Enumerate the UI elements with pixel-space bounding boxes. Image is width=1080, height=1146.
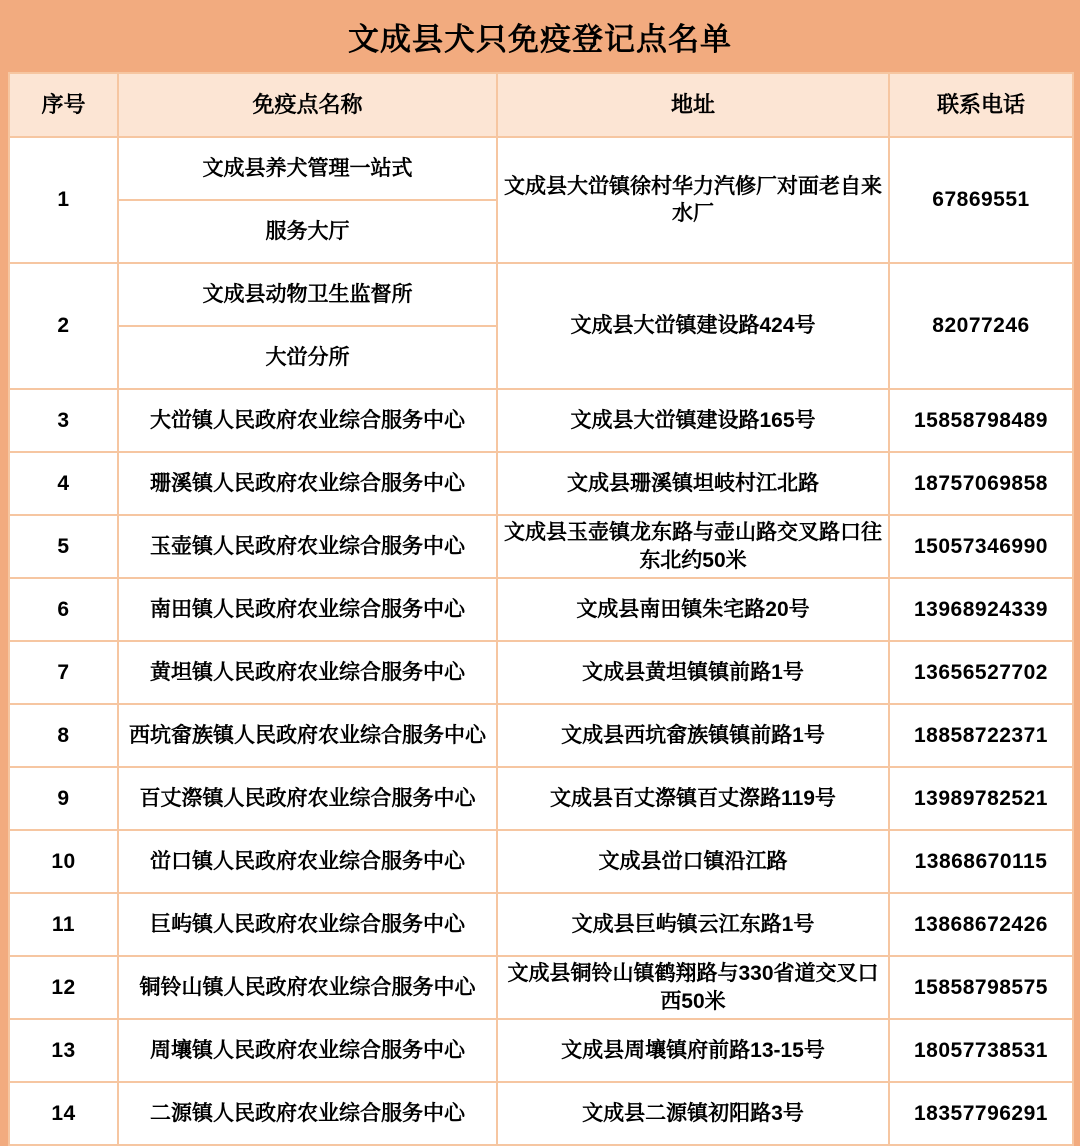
row-number-cell: 10 [9,830,118,893]
table-row [9,893,1073,956]
phone-cell: 67869551 [889,137,1073,263]
address-cell: 文成县玉壶镇龙东路与壶山路交叉路口往东北约50米 [497,515,889,578]
name-cell: 周壤镇人民政府农业综合服务中心 [118,1019,497,1082]
name-cell: 玉壶镇人民政府农业综合服务中心 [118,515,497,578]
phone-cell: 18357796291 [889,1082,1073,1145]
address-cell: 文成县大峃镇建设路165号 [497,389,889,452]
address-cell: 文成县西坑畲族镇镇前路1号 [497,704,889,767]
title-band [0,0,1080,72]
name-cell: 大峃镇人民政府农业综合服务中心 [118,389,497,452]
header-no: 序号 [9,73,118,137]
header-phone: 联系电话 [889,73,1073,137]
phone-cell: 82077246 [889,263,1073,389]
row-number-cell: 9 [9,767,118,830]
address-cell: 文成县珊溪镇坦岐村江北路 [497,452,889,515]
table-row [9,641,1073,704]
table-body [9,137,1073,1145]
table-row [9,452,1073,515]
table-row [9,956,1073,1019]
phone-cell: 13868672426 [889,893,1073,956]
phone-cell: 15858798489 [889,389,1073,452]
address-cell: 文成县大峃镇建设路424号 [497,263,889,389]
row-number-cell: 1 [9,137,118,263]
row-number-cell: 8 [9,704,118,767]
header-address: 地址 [497,73,889,137]
phone-cell: 15858798575 [889,956,1073,1019]
address-cell: 文成县百丈漈镇百丈漈路119号 [497,767,889,830]
name-cell: 西坑畲族镇人民政府农业综合服务中心 [118,704,497,767]
row-number-cell: 5 [9,515,118,578]
table-row [9,263,1073,326]
phone-cell: 18757069858 [889,452,1073,515]
table-header-row [9,73,1073,137]
table-row [9,578,1073,641]
name-cell-line2: 大峃分所 [118,326,497,389]
header-name: 免疫点名称 [118,73,497,137]
phone-cell: 15057346990 [889,515,1073,578]
name-cell: 巨屿镇人民政府农业综合服务中心 [118,893,497,956]
name-cell: 百丈漈镇人民政府农业综合服务中心 [118,767,497,830]
phone-cell: 18057738531 [889,1019,1073,1082]
table-row [9,1082,1073,1145]
table-row [9,830,1073,893]
address-cell: 文成县巨屿镇云江东路1号 [497,893,889,956]
address-cell: 文成县铜铃山镇鹤翔路与330省道交叉口西50米 [497,956,889,1019]
name-cell: 珊溪镇人民政府农业综合服务中心 [118,452,497,515]
name-cell-line1: 文成县养犬管理一站式 [118,137,497,200]
name-cell: 峃口镇人民政府农业综合服务中心 [118,830,497,893]
phone-cell: 13968924339 [889,578,1073,641]
table-container [8,72,1072,1146]
name-cell: 黄坦镇人民政府农业综合服务中心 [118,641,497,704]
address-cell: 文成县周壤镇府前路13-15号 [497,1019,889,1082]
table-row [9,389,1073,452]
row-number-cell: 4 [9,452,118,515]
row-number-cell: 3 [9,389,118,452]
name-cell: 南田镇人民政府农业综合服务中心 [118,578,497,641]
registration-points-table [8,72,1074,1146]
phone-cell: 13868670115 [889,830,1073,893]
name-cell-line1: 文成县动物卫生监督所 [118,263,497,326]
phone-cell: 18858722371 [889,704,1073,767]
phone-cell: 13656527702 [889,641,1073,704]
name-cell-line2: 服务大厅 [118,200,497,263]
address-cell: 文成县黄坦镇镇前路1号 [497,641,889,704]
phone-cell: 13989782521 [889,767,1073,830]
table-row [9,767,1073,830]
table-row [9,704,1073,767]
address-cell: 文成县二源镇初阳路3号 [497,1082,889,1145]
table-row [9,515,1073,578]
table-row [9,137,1073,200]
row-number-cell: 7 [9,641,118,704]
row-number-cell: 12 [9,956,118,1019]
address-cell: 文成县南田镇朱宅路20号 [497,578,889,641]
page-title: 文成县犬只免疫登记点名单 [348,21,732,57]
name-cell: 铜铃山镇人民政府农业综合服务中心 [118,956,497,1019]
address-cell: 文成县峃口镇沿江路 [497,830,889,893]
address-cell: 文成县大峃镇徐村华力汽修厂对面老自来水厂 [497,137,889,263]
name-cell: 二源镇人民政府农业综合服务中心 [118,1082,497,1145]
row-number-cell: 6 [9,578,118,641]
row-number-cell: 2 [9,263,118,389]
table-row [9,1019,1073,1082]
row-number-cell: 13 [9,1019,118,1082]
row-number-cell: 14 [9,1082,118,1145]
row-number-cell: 11 [9,893,118,956]
